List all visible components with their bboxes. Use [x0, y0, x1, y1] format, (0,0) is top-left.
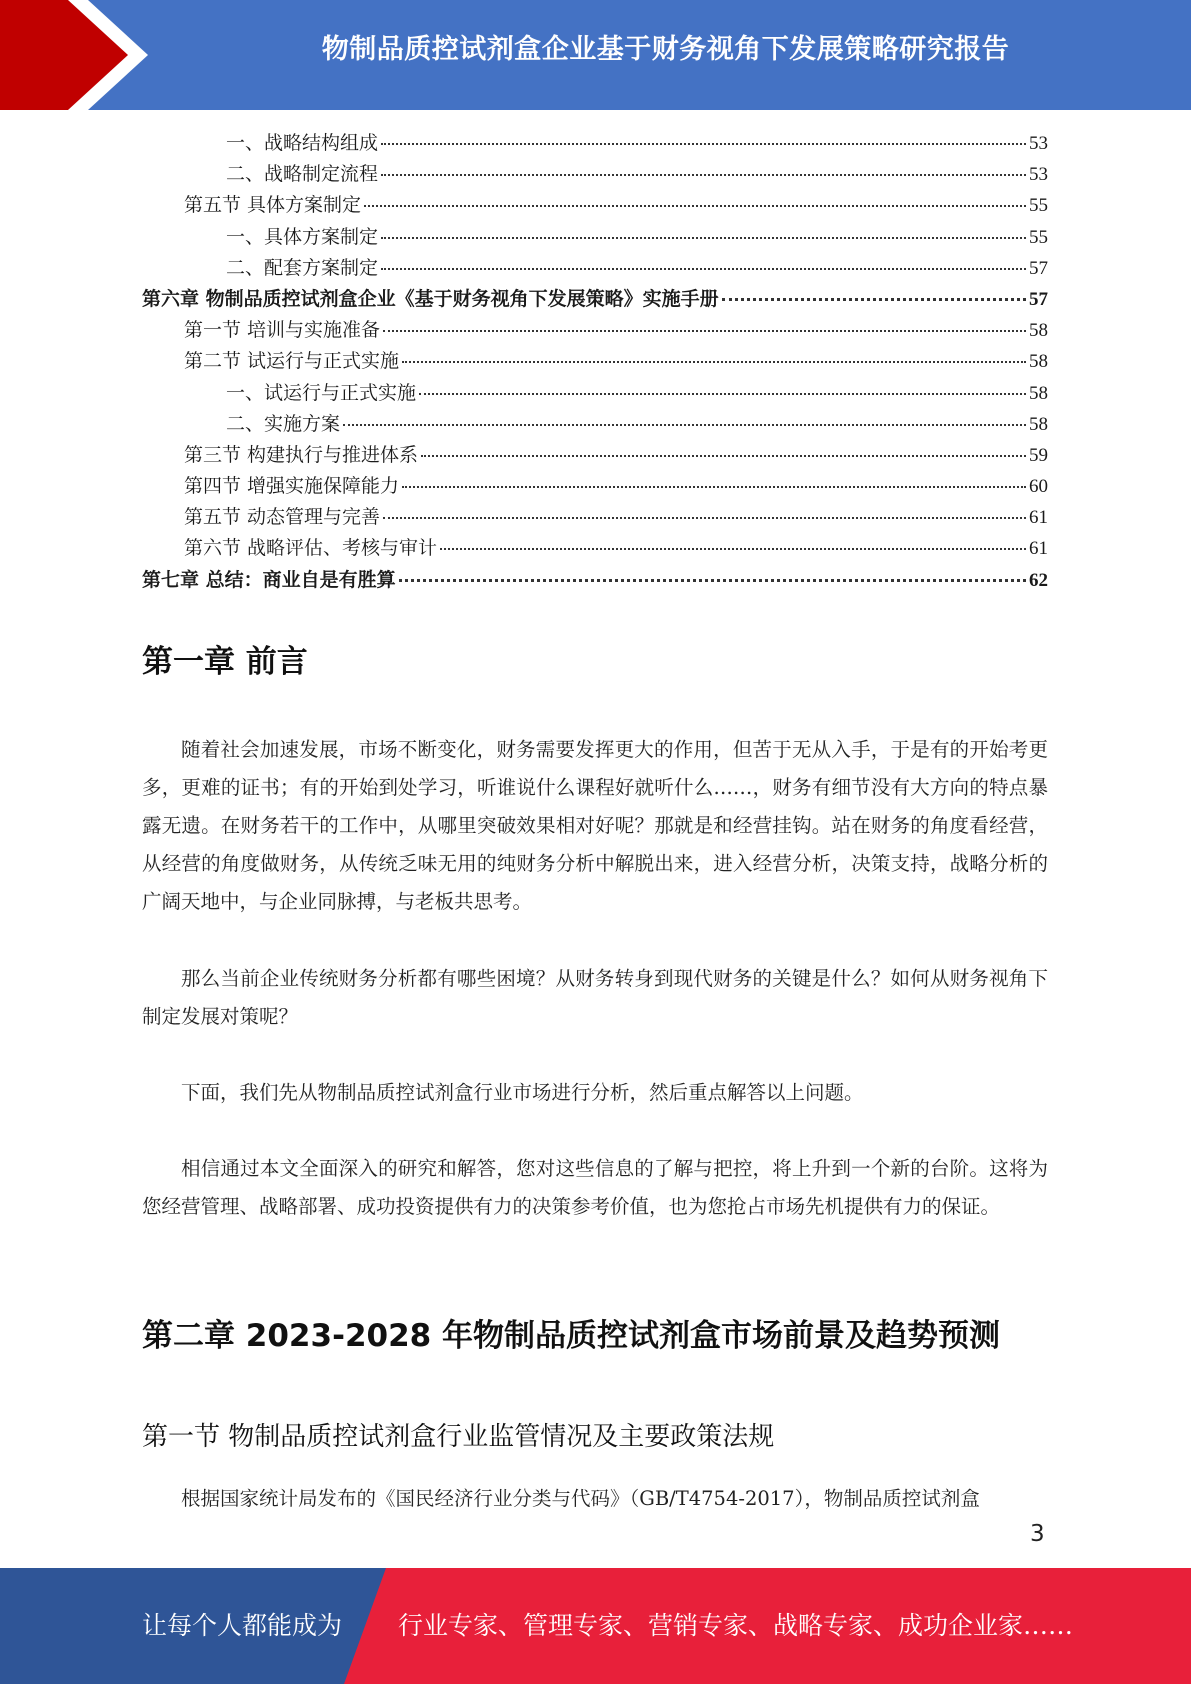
toc-entry-title: 第七章 总结：商业自是有胜算 [142, 568, 396, 591]
toc-leader-dots [381, 174, 1026, 176]
toc-entry[interactable] [142, 315, 1048, 346]
toc-leader-dots [402, 486, 1026, 488]
toc-entry-title: 第三节 构建执行与推进体系 [184, 443, 419, 466]
toc-leader-dots [402, 361, 1026, 363]
report-title: 物制品质控试剂盒企业基于财务视角下发展策略研究报告 [321, 34, 1010, 65]
toc-entry-title: 第二节 试运行与正式实施 [184, 350, 400, 373]
toc-entry-title: 第六章 物制品质控试剂盒企业《基于财务视角下发展策略》实施手册 [142, 287, 719, 310]
toc-entry-page: 53 [1029, 164, 1048, 186]
toc-entry-page: 57 [1029, 257, 1048, 279]
toc-leader-dots [399, 579, 1026, 582]
toc-entry-title: 第五节 动态管理与完善 [184, 506, 381, 529]
toc-entry-title: 二、实施方案 [226, 412, 341, 435]
toc-entry-title: 一、具体方案制定 [226, 225, 379, 248]
page-header [0, 0, 1191, 110]
table-of-contents [142, 128, 1048, 596]
toc-entry[interactable] [142, 533, 1048, 564]
chapter-2-title: 第二章 2023-2028 年物制品质控试剂盒市场前景及趋势预测 [142, 1318, 1001, 1354]
toc-entry[interactable] [142, 222, 1048, 253]
toc-entry[interactable] [142, 159, 1048, 190]
paragraph-2: 那么当前企业传统财务分析都有哪些困境？从财务转身到现代财务的关键是什么？如何从财务视角下制定发展对策呢？ [142, 967, 1048, 1028]
toc-entry-page: 55 [1029, 195, 1048, 217]
chapter-1-title: 第一章 前言 [142, 644, 308, 680]
toc-leader-dots [381, 143, 1026, 145]
paragraph-1: 随着社会加速发展，市场不断变化，财务需要发挥更大的作用，但苦于无从入手，于是有的开始考更多，更难的证书；有的开始到处学习，听谁说什么课程好就听什么……，财务有细节没有大方向的特点暴露无遗。在财务若干的工作中，从哪里突破效果相对好呢？那就是和经营挂钩。站在财务的角度看经营，从经营的角度做财务，从传统乏味无用的纯财务分析中解脱出来，进入经营分析，决策支持，战略分析的广阔天地中，与企业同脉搏，与老板共思考。 [142, 738, 1048, 913]
toc-leader-dots [381, 237, 1026, 239]
toc-entry[interactable] [142, 190, 1048, 221]
toc-entry-title: 第六节 战略评估、考核与审计 [184, 537, 438, 560]
footer-slogan-left: 让每个人都能成为 [142, 1611, 343, 1640]
page-footer [0, 1568, 1191, 1684]
toc-leader-dots [383, 517, 1026, 519]
paragraph-3: 下面，我们先从物制品质控试剂盒行业市场进行分析，然后重点解答以上问题。 [181, 1081, 864, 1104]
toc-entry[interactable] [142, 502, 1048, 533]
toc-entry[interactable] [142, 471, 1048, 502]
toc-entry[interactable] [142, 128, 1048, 159]
toc-leader-dots [421, 455, 1026, 457]
toc-entry-page: 58 [1029, 320, 1048, 342]
header-arrow-icon [0, 0, 160, 110]
toc-leader-dots [343, 424, 1026, 426]
toc-entry-page: 60 [1029, 476, 1048, 498]
footer-slogan-right: 行业专家、管理专家、营销专家、战略专家、成功企业家…… [398, 1611, 1074, 1640]
toc-entry-title: 一、试运行与正式实施 [226, 381, 417, 404]
toc-leader-dots [383, 330, 1026, 332]
toc-entry-page: 58 [1029, 413, 1048, 435]
toc-entry-page: 59 [1029, 444, 1048, 466]
toc-entry[interactable] [142, 409, 1048, 440]
toc-entry-page: 62 [1029, 569, 1048, 591]
toc-leader-dots [440, 548, 1026, 550]
toc-leader-dots [381, 268, 1026, 270]
toc-entry-page: 58 [1029, 382, 1048, 404]
toc-entry-title: 二、战略制定流程 [226, 163, 379, 186]
toc-entry[interactable] [142, 565, 1048, 596]
toc-leader-dots [722, 298, 1026, 301]
toc-entry-page: 61 [1029, 538, 1048, 560]
section-1-title: 第一节 物制品质控试剂盒行业监管情况及主要政策法规 [142, 1422, 775, 1452]
toc-entry-page: 61 [1029, 507, 1048, 529]
toc-entry-page: 53 [1029, 133, 1048, 154]
toc-leader-dots [419, 393, 1026, 395]
page-number: 3 [1030, 1521, 1045, 1547]
toc-entry-title: 第一节 培训与实施准备 [184, 319, 381, 342]
toc-entry-page: 57 [1029, 288, 1048, 310]
toc-entry[interactable] [142, 346, 1048, 377]
toc-leader-dots [364, 205, 1026, 207]
toc-entry[interactable] [142, 253, 1048, 284]
toc-entry-title: 第四节 增强实施保障能力 [184, 475, 400, 498]
paragraph-4: 相信通过本文全面深入的研究和解答，您对这些信息的了解与把控，将上升到一个新的台阶。这将为您经营管理、战略部署、成功投资提供有力的决策参考价值，也为您抢占市场先机提供有力的保证。 [142, 1157, 1048, 1218]
toc-entry-page: 55 [1029, 226, 1048, 248]
toc-entry[interactable] [142, 440, 1048, 471]
toc-entry-title: 二、配套方案制定 [226, 256, 379, 279]
toc-entry-title: 第五节 具体方案制定 [184, 194, 362, 217]
toc-entry[interactable] [142, 284, 1048, 315]
paragraph-5: 根据国家统计局发布的《国民经济行业分类与代码》（GB/T4754-2017），物制品质控试剂盒 [181, 1487, 980, 1510]
toc-entry-title: 一、战略结构组成 [226, 132, 379, 154]
toc-entry-page: 58 [1029, 351, 1048, 373]
toc-entry[interactable] [142, 378, 1048, 409]
